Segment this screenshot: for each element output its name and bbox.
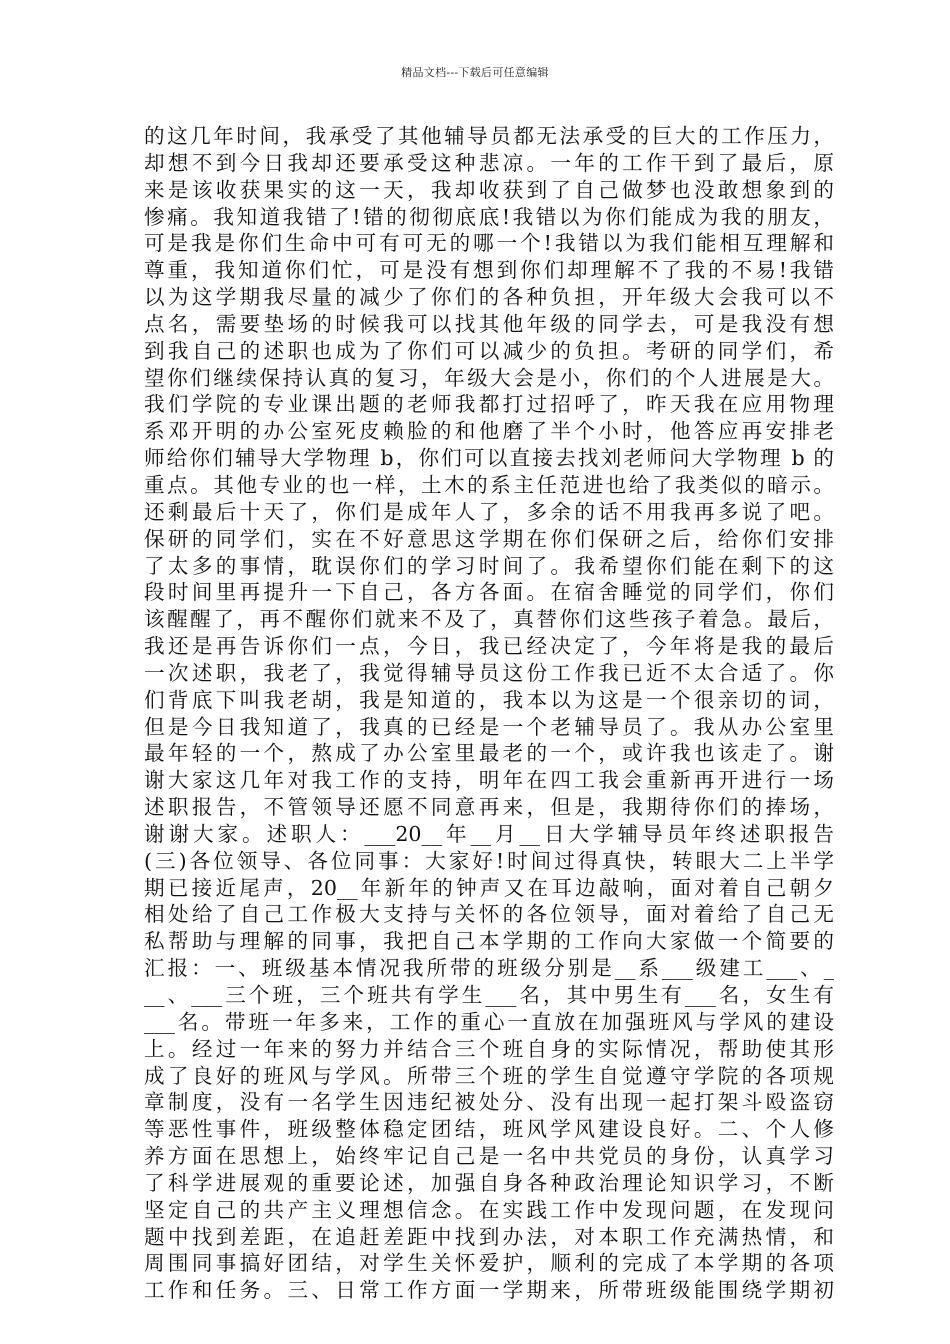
text-line: 可是我是你们生命中可有可无的哪一个!我错以为我们能相互理解和	[144, 231, 834, 256]
text-line: 上。经过一年来的努力并结合三个班自身的实际情况，帮助使其形	[144, 1036, 834, 1061]
text-line: 到我自己的述职也成为了你们可以减少的负担。考研的同学们，希	[144, 338, 834, 363]
text-line: 谢大家这几年对我工作的支持，明年在四工我会重新再开进行一场	[144, 768, 834, 793]
text-line: 章制度，没有一名学生因违纪被处分、没有出现一起打架斗殴盗窃	[144, 1090, 834, 1115]
text-line: 养方面在思想上，始终牢记自己是一名中共党员的身份，认真学习	[144, 1144, 834, 1169]
text-line: 了科学进展观的重要论述，加强自身各种政治理论知识学习，不断	[144, 1170, 834, 1195]
text-line: 期已接近尾声，20__年新年的钟声又在耳边敲响，面对着自己朝夕	[144, 875, 834, 900]
text-line: ___名。带班一年多来，工作的重心一直放在加强班风与学风的建设	[144, 1009, 834, 1034]
text-line: 谢谢大家。述职人：___20__年__月__日大学辅导员年终述职报告	[144, 821, 834, 846]
text-line: 重点。其他专业的也一样，土木的系主任范进也给了我类似的暗示。	[144, 472, 834, 497]
text-line: 惨痛。我知道我错了!错的彻彻底底!我错以为你们能成为我的朋友，	[144, 204, 834, 229]
text-line: 却想不到今日我却还要承受这种悲凉。一年的工作干到了最后，原	[144, 150, 834, 175]
text-line: __、___三个班，三个班共有学生___名，其中男生有___名，女生有	[144, 983, 834, 1007]
text-line: 还剩最后十天了，你们是成年人了，多余的话不用我再多说了吧。	[144, 499, 834, 524]
text-line: 私帮助与理解的同事，我把自己本学期的工作向大家做一个简要的	[144, 929, 834, 954]
text-line: 我们学院的专业课出题的老师我都打过招呼了，昨天我在应用物理	[144, 392, 834, 417]
text-line: 述职报告，不管领导还愿不同意再来，但是，我期待你们的捧场，	[144, 795, 834, 820]
text-line: 点名，需要垫场的时候我可以找其他年级的同学去，可是我没有想	[144, 311, 834, 336]
text-line: 成了良好的班风与学风。所带三个班的学生自觉遵守学院的各项规	[144, 1063, 834, 1088]
text-line: 师给你们辅导大学物理 b，你们可以直接去找刘老师问大学物理 b 的	[144, 446, 834, 471]
text-line: 段时间里再提升一下自己，各方各面。在宿舍睡觉的同学们，你们	[144, 580, 834, 605]
text-line: 来是该收获果实的这一天，我却收获到了自己做梦也没敢想象到的	[144, 177, 834, 202]
page-header: 精品文档---下载后可任意编辑	[401, 66, 549, 79]
text-line: 坚定自己的共产主义理想信念。在实践工作中发现问题，在发现问	[144, 1197, 834, 1222]
text-line: 工作和任务。三、日常工作方面一学期来，所带班级能围绕学期初	[144, 1278, 834, 1303]
text-line: 们背底下叫我老胡，我是知道的，我本以为这是一个很亲切的词，	[144, 687, 834, 712]
text-line: 的这几年时间，我承受了其他辅导员都无法承受的巨大的工作压力，	[144, 124, 834, 148]
text-line: (三)各位领导、各位同事：大家好!时间过得真快，转眼大二上半学	[144, 848, 834, 873]
text-line: 相处给了自己工作极大支持与关怀的各位领导，面对着给了自己无	[144, 902, 834, 927]
text-line: 题中找到差距，在追赶差距中找到办法，对本职工作充满热情，和	[144, 1224, 834, 1249]
text-line: 但是今日我知道了，我真的已经是一个老辅导员了。我从办公室里	[144, 714, 834, 739]
text-line: 保研的同学们，实在不好意思这学期在你们保研之后，给你们安排	[144, 526, 834, 551]
text-line: 我还是再告诉你们一点，今日，我已经决定了，今年将是我的最后	[144, 634, 834, 659]
text-line: 系邓开明的办公室死皮赖脸的和他磨了半个小时，他答应再安排老	[144, 419, 834, 444]
text-line: 了太多的事情，耽误你们的学习时间了。我希望你们能在剩下的这	[144, 553, 834, 578]
text-line: 以为这学期我尽量的减少了你们的各种负担，开年级大会我可以不	[144, 285, 834, 310]
text-line: 周围同事搞好团结，对学生关怀爱护，顺利的完成了本学期的各项	[144, 1251, 834, 1276]
text-line: 尊重，我知道你们忙，可是没有想到你们却理解不了我的不易!我错	[144, 258, 834, 283]
text-line: 望你们继续保持认真的复习，年级大会是小，你们的个人进展是大。	[144, 365, 834, 390]
body-text	[144, 123, 834, 1304]
text-line: 一次述职，我老了，我觉得辅导员这份工作我已近不太合适了。你	[144, 660, 834, 685]
text-line: 该醒醒了，再不醒你们就来不及了，真替你们这些孩子着急。最后，	[144, 607, 834, 632]
text-line: 最年轻的一个，熬成了办公室里最老的一个，或许我也该走了。谢	[144, 741, 834, 766]
text-line: 等恶性事件，班级整体稳定团结，班风学风建设良好。二、个人修	[144, 1117, 834, 1142]
text-line: 汇报：一、班级基本情况我所带的班级分别是__系___级建工___、_	[144, 956, 834, 981]
